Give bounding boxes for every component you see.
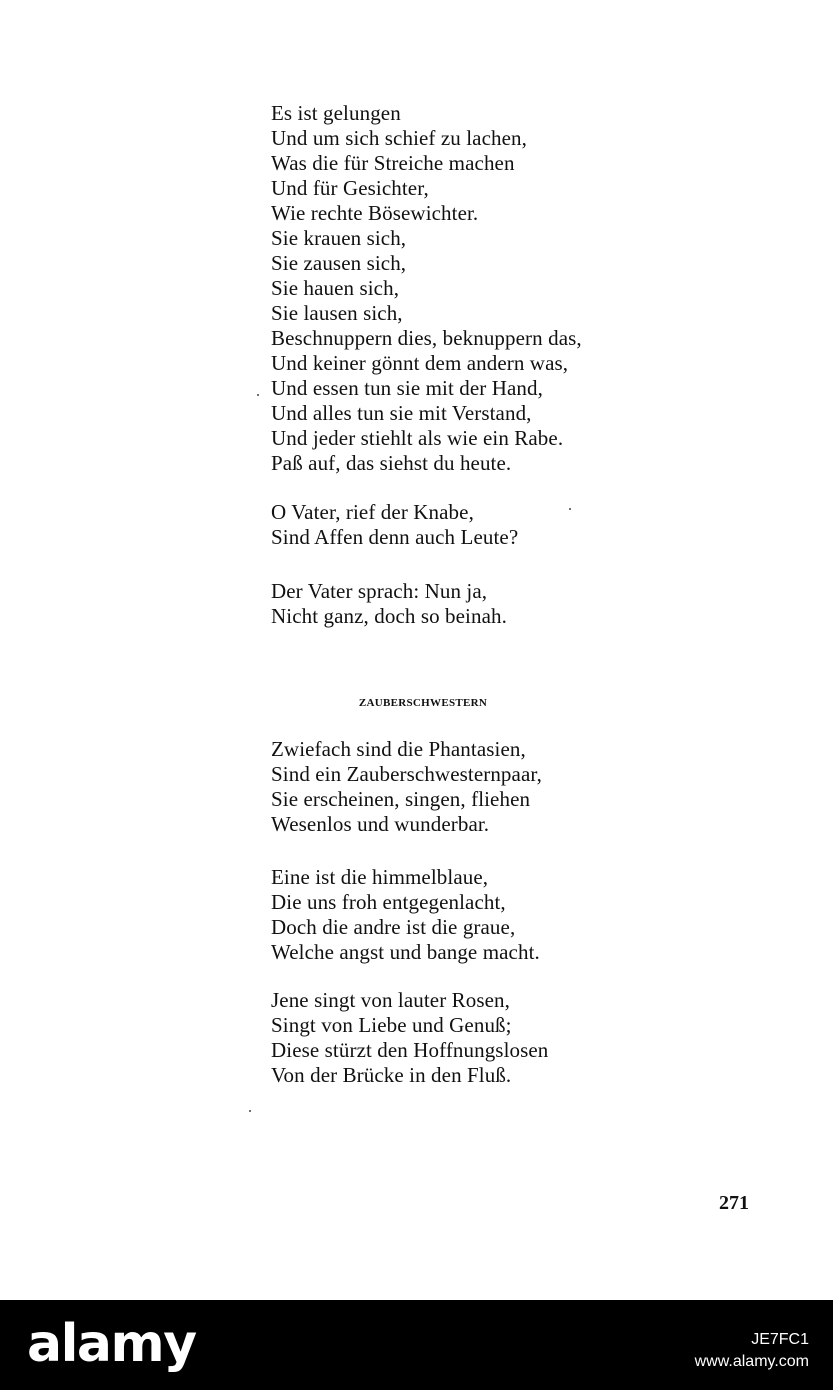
poem-line: Welche angst und bange macht. (271, 940, 540, 964)
poem-line: Was die für Streiche machen (271, 151, 515, 175)
poem-line: Sie krauen sich, (271, 226, 407, 250)
print-speck (249, 1110, 251, 1112)
poem-line: Diese stürzt den Hoffnungslosen (271, 1038, 549, 1062)
poem-stanza (271, 500, 518, 550)
print-speck (257, 394, 259, 396)
poem-line: Wie rechte Bösewichter. (271, 201, 479, 225)
poem-line: Sind ein Zauberschwesternpaar, (271, 762, 542, 786)
poem-line: Jene singt von lauter Rosen, (271, 988, 511, 1012)
poem-line: Sie zausen sich, (271, 251, 407, 275)
poem-line: Sie erscheinen, singen, fliehen (271, 787, 531, 811)
poem-title: ZAUBERSCHWESTERN (358, 697, 488, 709)
poem-line: Und essen tun sie mit der Hand, (271, 376, 543, 400)
poem-line: Und keiner gönnt dem andern was, (271, 351, 569, 375)
poem-stanza (271, 579, 507, 629)
poem-line: Und jeder stiehlt als wie ein Rabe. (271, 426, 564, 450)
poem-stanza (271, 988, 548, 1088)
poem-line: Sind Affen denn auch Leute? (271, 525, 519, 549)
poem-line: Es ist gelungen (271, 101, 401, 125)
site-url: www.alamy.com (694, 1353, 809, 1370)
print-speck (569, 508, 571, 510)
poem-line: Und um sich schief zu lachen, (271, 126, 527, 150)
poem-stanza (271, 101, 582, 476)
poem-line: Und alles tun sie mit Verstand, (271, 401, 532, 425)
poem-line: Und für Gesichter, (271, 176, 429, 200)
poem-line: Sie lausen sich, (271, 301, 403, 325)
poem-line: Singt von Liebe und Genuß; (271, 1013, 512, 1037)
poem-line: Wesenlos und wunderbar. (271, 812, 490, 836)
watermark-footer (0, 1300, 833, 1390)
poem-line: Der Vater sprach: Nun ja, (271, 579, 488, 603)
poem-line: Paß auf, das siehst du heute. (271, 451, 512, 475)
poem-line: Die uns froh entgegenlacht, (271, 890, 506, 914)
brand-logo: alamy (27, 1314, 196, 1374)
poem-line: Eine ist die himmelblaue, (271, 865, 489, 889)
poem-line: Beschnuppern dies, beknuppern das, (271, 326, 582, 350)
poem-line: Sie hauen sich, (271, 276, 400, 300)
poem-line: Nicht ganz, doch so beinah. (271, 604, 507, 628)
image-id: JE7FC1 (751, 1331, 809, 1348)
poem-line: O Vater, rief der Knabe, (271, 500, 474, 524)
poem-line: Doch die andre ist die graue, (271, 915, 516, 939)
poem-stanza (271, 737, 542, 837)
page-number: 271 (719, 1192, 749, 1214)
poem-line: Zwiefach sind die Phantasien, (271, 737, 526, 761)
poem-line: Von der Brücke in den Fluß. (271, 1063, 512, 1087)
poem-stanza (271, 865, 540, 965)
